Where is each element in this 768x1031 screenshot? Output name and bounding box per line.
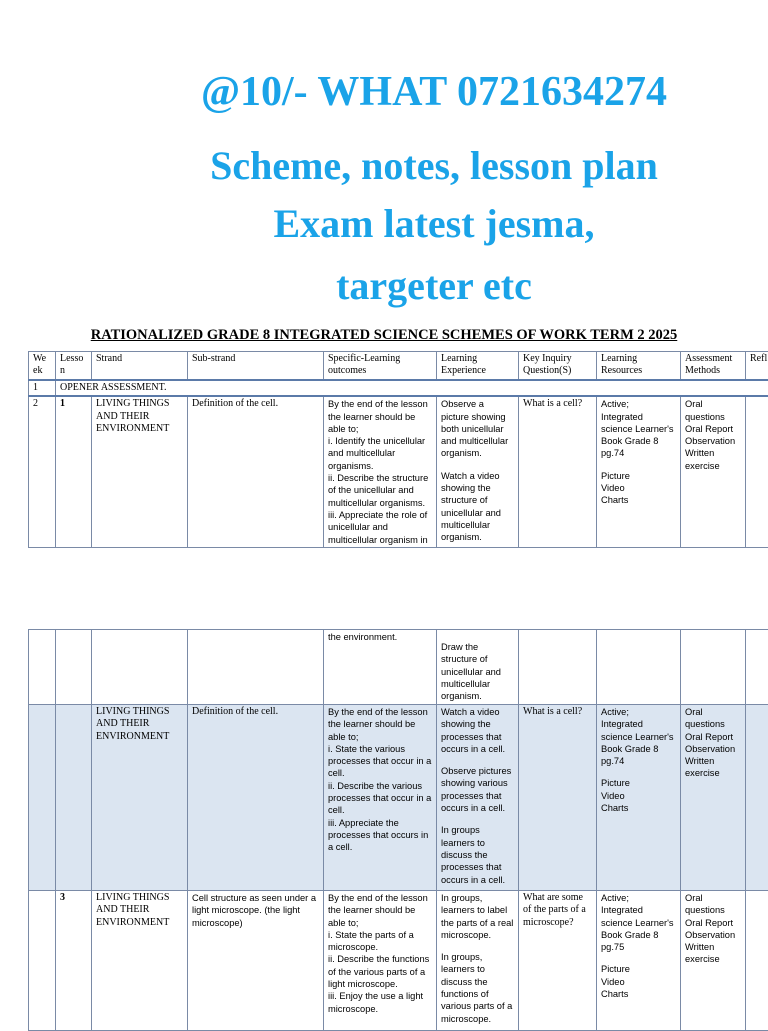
row-lesson: 3 <box>56 891 92 1031</box>
scheme-table <box>28 351 768 548</box>
experience-item: Watch a video showing the structure of unicellular and multicellular organism. <box>441 470 514 544</box>
experience-item: In groups, learners to discuss the functions of various parts of a microscope. <box>441 951 514 1025</box>
table-row-week2 <box>29 396 768 547</box>
outcome-item: ii. Describe the structure of the unicellular and multicellular organisms. <box>328 472 432 509</box>
row-strand: LIVING THINGS AND THEIR ENVIRONMENT <box>92 396 188 547</box>
banner-line-4: targeter etc <box>84 262 768 309</box>
row-outcomes <box>324 891 437 1031</box>
row-lesson: 1 <box>56 396 92 547</box>
opener-text: OPENER ASSESSMENT. <box>56 380 768 396</box>
resource-item: Charts <box>601 988 676 1000</box>
experience-item: Observe pictures showing various processes that occurs in a cell. <box>441 765 514 814</box>
header-sub-strand: Sub-strand <box>188 352 324 381</box>
row-week: 2 <box>29 396 56 547</box>
outcome-item: ii. Describe the various processes that occur in a cell. <box>328 780 432 817</box>
header-week: We ek <box>29 352 56 381</box>
row-experience <box>437 396 519 547</box>
assessment-item: Oral Report <box>685 731 741 743</box>
experience-item: Observe a picture showing both unicellular and multicellular organism. <box>441 398 514 459</box>
resource-item: Active; <box>601 892 676 904</box>
resource-item: Video <box>601 790 676 802</box>
row-resources <box>597 396 681 547</box>
assessment-item: Observation <box>685 929 741 941</box>
assessment-item: Oral questions <box>685 398 741 423</box>
row-reflection <box>746 396 768 547</box>
row-experience <box>437 891 519 1031</box>
row-outcomes <box>324 705 437 891</box>
row-experience <box>437 630 519 705</box>
row-resources <box>597 891 681 1031</box>
header-resources: Learning Resources <box>597 352 681 381</box>
header-reflection: Refl <box>746 352 768 381</box>
row-inquiry: What are some of the parts of a microscope? <box>519 891 597 1031</box>
resource-item: Integrated science Learner's Book Grade 8 pg.75 <box>601 904 676 953</box>
header-assessment: Assessment Methods <box>681 352 746 381</box>
banner-line-3: Exam latest jesma, <box>84 200 768 247</box>
outcome-intro: By the end of the lesson the learner should be able to; <box>328 706 432 743</box>
resource-item: Charts <box>601 802 676 814</box>
row-sub-strand: Definition of the cell. <box>188 705 324 891</box>
assessment-item: Written exercise <box>685 941 741 966</box>
assessment-item: Oral questions <box>685 706 741 731</box>
row-outcomes: the environment. <box>324 630 437 705</box>
assessment-item: Oral questions <box>685 892 741 917</box>
header-inquiry: Key Inquiry Question(S) <box>519 352 597 381</box>
header-lesson: Lesso n <box>56 352 92 381</box>
assessment-item: Oral Report <box>685 423 741 435</box>
experience-item: In groups learners to discuss the processes that occurs in a cell. <box>441 824 514 885</box>
assessment-item: Written exercise <box>685 755 741 780</box>
header-experience: Learning Experience <box>437 352 519 381</box>
experience-item: Draw the structure of unicellular and multicellular organism. <box>441 641 514 702</box>
outcome-item: iii. Appreciate the processes that occurs in a cell. <box>328 817 432 854</box>
experience-item: In groups, learners to label the parts of a real microscope. <box>441 892 514 941</box>
resource-item: Active; <box>601 398 676 410</box>
assessment-item: Oral Report <box>685 917 741 929</box>
table-header-row <box>29 352 768 381</box>
banner-contact: @10/- WHAT 0721634274 <box>84 68 768 116</box>
scheme-table-continued <box>28 629 768 1031</box>
table-row-opener <box>29 380 768 396</box>
row-resources <box>597 705 681 891</box>
opener-week: 1 <box>29 380 56 396</box>
row-strand: LIVING THINGS AND THEIR ENVIRONMENT <box>92 705 188 891</box>
table-row-lesson3 <box>29 891 768 1031</box>
row-inquiry: What is a cell? <box>519 705 597 891</box>
outcome-item: i. Identify the unicellular and multicellular organisms. <box>328 435 432 472</box>
resource-item: Video <box>601 976 676 988</box>
assessment-item: Written exercise <box>685 447 741 472</box>
row-sub-strand: Definition of the cell. <box>188 396 324 547</box>
header-outcomes: Specific-Learning outcomes <box>324 352 437 381</box>
row-outcomes <box>324 396 437 547</box>
table-row-continued <box>29 630 768 705</box>
resource-item: Picture <box>601 777 676 789</box>
resource-item: Integrated science Learner's Book Grade 8 pg.74 <box>601 718 676 767</box>
row-strand: LIVING THINGS AND THEIR ENVIRONMENT <box>92 891 188 1031</box>
resource-item: Picture <box>601 963 676 975</box>
row-inquiry: What is a cell? <box>519 396 597 547</box>
banner-line-2: Scheme, notes, lesson plan <box>84 142 768 189</box>
resource-item: Integrated science Learner's Book Grade 8 pg.74 <box>601 411 676 460</box>
outcome-intro: By the end of the lesson the learner should be able to; <box>328 398 432 435</box>
assessment-item: Observation <box>685 743 741 755</box>
row-assessment <box>681 396 746 547</box>
document-title: RATIONALIZED GRADE 8 INTEGRATED SCIENCE SCHEMES OF WORK TERM 2 2025 <box>0 327 768 344</box>
resource-item: Video <box>601 482 676 494</box>
outcome-item: iii. Enjoy the use a light microscope. <box>328 990 432 1015</box>
assessment-item: Observation <box>685 435 741 447</box>
outcome-intro: By the end of the lesson the learner should be able to; <box>328 892 432 929</box>
resource-item: Picture <box>601 470 676 482</box>
row-assessment <box>681 891 746 1031</box>
row-experience <box>437 705 519 891</box>
outcome-item: i. State the parts of a microscope. <box>328 929 432 954</box>
outcome-item: ii. Describe the functions of the various parts of a light microscope. <box>328 953 432 990</box>
row-sub-strand: Cell structure as seen under a light microscope. (the light microscope) <box>188 891 324 1031</box>
outcome-item: iii. Appreciate the role of unicellular and multicellular organism in <box>328 509 432 546</box>
resource-item: Charts <box>601 494 676 506</box>
header-strand: Strand <box>92 352 188 381</box>
experience-item: Watch a video showing the processes that occurs in a cell. <box>441 706 514 755</box>
row-assessment <box>681 705 746 891</box>
resource-item: Active; <box>601 706 676 718</box>
outcome-item: i. State the various processes that occur in a cell. <box>328 743 432 780</box>
table-row-lesson2 <box>29 705 768 891</box>
